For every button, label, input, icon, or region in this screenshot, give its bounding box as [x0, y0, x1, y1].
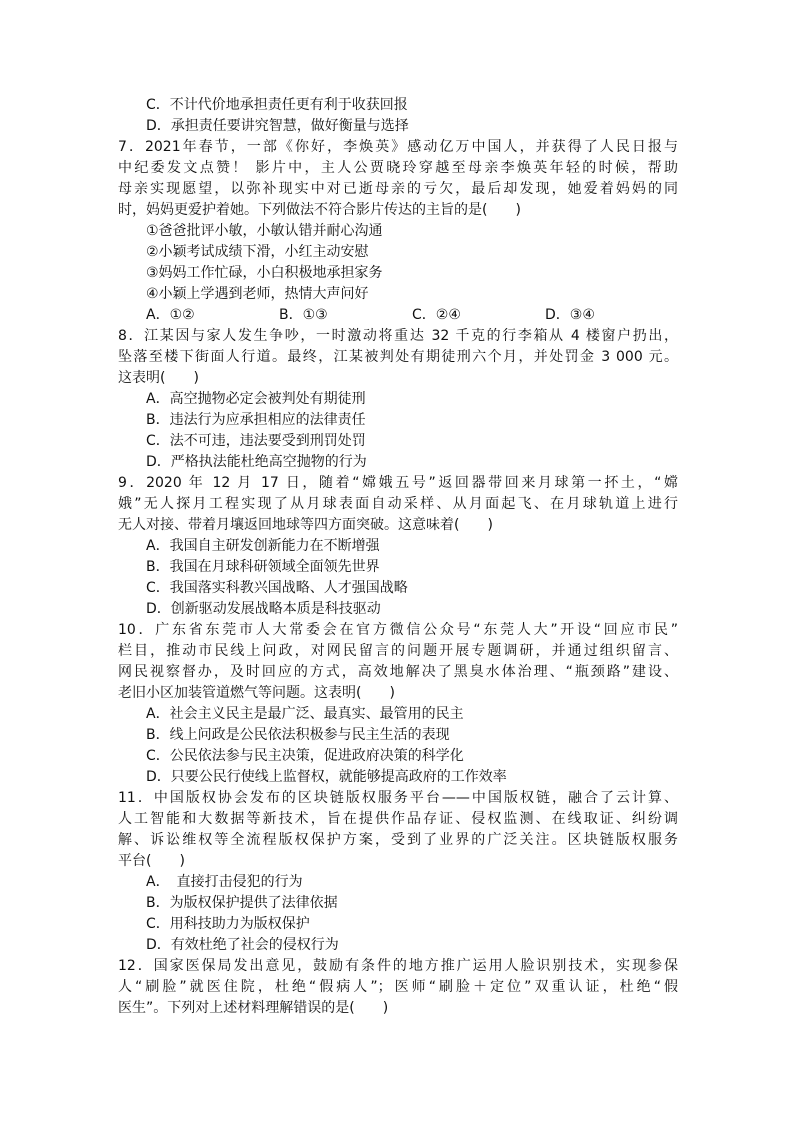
q10-option-d: D．只要公民行使线上监督权，就能够提高政府的工作效率 [146, 769, 507, 785]
q11-stem-line-1: 11．中国版权协会发布的区块链版权服务平台——中国版权链，融合了云计算、 [118, 790, 678, 806]
q7-stem-line-3: 母亲实现愿望，以弥补现实中对已逝母亲的亏欠，最后却发现，她爱着妈妈的同 [118, 181, 678, 197]
q9-option-d: D．创新驱动发展战略本质是科技驱动 [146, 601, 381, 617]
q8-option-b: B．违法行为应承担相应的法律责任 [146, 412, 366, 428]
q11-stem-line-2: 人工智能和大数据等新技术，旨在提供作品存证、侵权监测、在线取证、纠纷调 [118, 811, 678, 827]
q8-stem-line-1: 8．江某因与家人发生争吵，一时激动将重达 32 千克的行李箱从 4 楼窗户扔出， [118, 328, 678, 344]
q10-option-c: C．公民依法参与民主决策，促进政府决策的科学化 [146, 748, 464, 764]
q8-option-c: C．法不可违，违法要受到刑罚处罚 [146, 433, 366, 449]
q12-stem-line-2: 人“刷脸”就医住院，杜绝“假病人”；医师“刷脸＋定位”双重认证，杜绝“假 [118, 979, 678, 995]
q9-stem-line-1: 9．2020 年 12 月 17 日，随着“嫦娥五号”返回器带回来月球第一抔土，“嫦 [118, 475, 678, 491]
q7-statement-4: ④小颖上学遇到老师，热情大声问好 [146, 286, 369, 302]
q7-option-d: D．③④ [545, 307, 595, 323]
q10-option-a: A．社会主义民主是最广泛、最真实、最管用的民主 [146, 706, 464, 722]
q7-statement-1: ①爸爸批评小敏，小敏认错并耐心沟通 [146, 223, 383, 239]
q7-option-b: B．①③ [279, 307, 328, 323]
q10-stem-line-3: 网民视察督办，及时回应的方式，高效地解决了黑臭水体治理、“瓶颈路”建设、 [118, 664, 678, 680]
q7-statement-2: ②小颖考试成绩下滑，小红主动安慰 [146, 244, 369, 260]
q7-option-c: C．②④ [412, 307, 461, 323]
q10-stem-line-4: 老旧小区加装管道燃气等问题。这表明( ) [118, 685, 395, 701]
q8-option-a: A．高空抛物必定会被判处有期徒刑 [146, 391, 366, 407]
q6-option-d: D．承担责任要讲究智慧，做好衡量与选择 [146, 118, 409, 134]
q7-stem-line-2: 中纪委发文点赞！ 影片中，主人公贾晓玲穿越至母亲李焕英年轻的时候，帮助 [118, 160, 678, 176]
q11-stem-line-4: 平台( ) [118, 853, 185, 869]
exam-page [118, 95, 678, 1019]
q11-option-c: C．用科技助力为版权保护 [146, 916, 310, 932]
q8-option-d: D．严格执法能杜绝高空抛物的行为 [146, 454, 367, 470]
q9-option-c: C．我国落实科教兴国战略、人才强国战略 [146, 580, 408, 596]
q9-stem-line-2: 娥”无人探月工程实现了从月球表面自动采样、从月面起飞、在月球轨道上进行 [118, 496, 678, 512]
q7-option-a: A．①② [146, 307, 195, 323]
q8-stem-line-2: 坠落至楼下街面人行道。最终，江某被判处有期徒刑六个月，并处罚金 3 000 元。 [118, 349, 678, 365]
q10-stem-line-1: 10．广东省东莞市人大常委会在官方微信公众号“东莞人大”开设“回应市民” [118, 622, 678, 638]
q11-option-d: D．有效杜绝了社会的侵权行为 [146, 937, 339, 953]
q7-options-row [118, 305, 678, 326]
q7-stem-line-4: 时，妈妈更爱护着她。下列做法不符合影片传达的主旨的是( ) [118, 202, 521, 218]
q10-stem-line-2: 栏目，推动市民线上问政，对网民留言的问题开展专题调研，并通过组织留言、 [118, 643, 678, 659]
q6-option-c: C．不计代价地承担责任更有利于收获回报 [146, 97, 408, 113]
q9-stem-line-3: 无人对接、带着月壤返回地球等四方面突破。这意味着( ) [118, 517, 493, 533]
q8-stem-line-3: 这表明( ) [118, 370, 199, 386]
q12-stem-line-1: 12．国家医保局发出意见，鼓励有条件的地方推广运用人脸识别技术，实现参保 [118, 958, 678, 974]
q11-option-a: A． 直接打击侵犯的行为 [146, 874, 303, 890]
q10-option-b: B．线上问政是公民依法积极参与民主生活的表现 [146, 727, 450, 743]
q7-statement-3: ③妈妈工作忙碌，小白积极地承担家务 [146, 265, 383, 281]
q7-stem-line-1: 7．2021年春节，一部《你好，李焕英》感动亿万中国人，并获得了人民日报与 [118, 139, 678, 155]
q11-stem-line-3: 解、诉讼维权等全流程版权保护方案，受到了业界的广泛关注。区块链版权服务 [118, 832, 678, 848]
q11-option-b: B．为版权保护提供了法律依据 [146, 895, 338, 911]
q9-option-b: B．我国在月球科研领域全面领先世界 [146, 559, 380, 575]
q12-stem-line-3: 医生”。下列对上述材料理解错误的是( ) [118, 1000, 389, 1016]
q9-option-a: A．我国自主研发创新能力在不断增强 [146, 538, 380, 554]
